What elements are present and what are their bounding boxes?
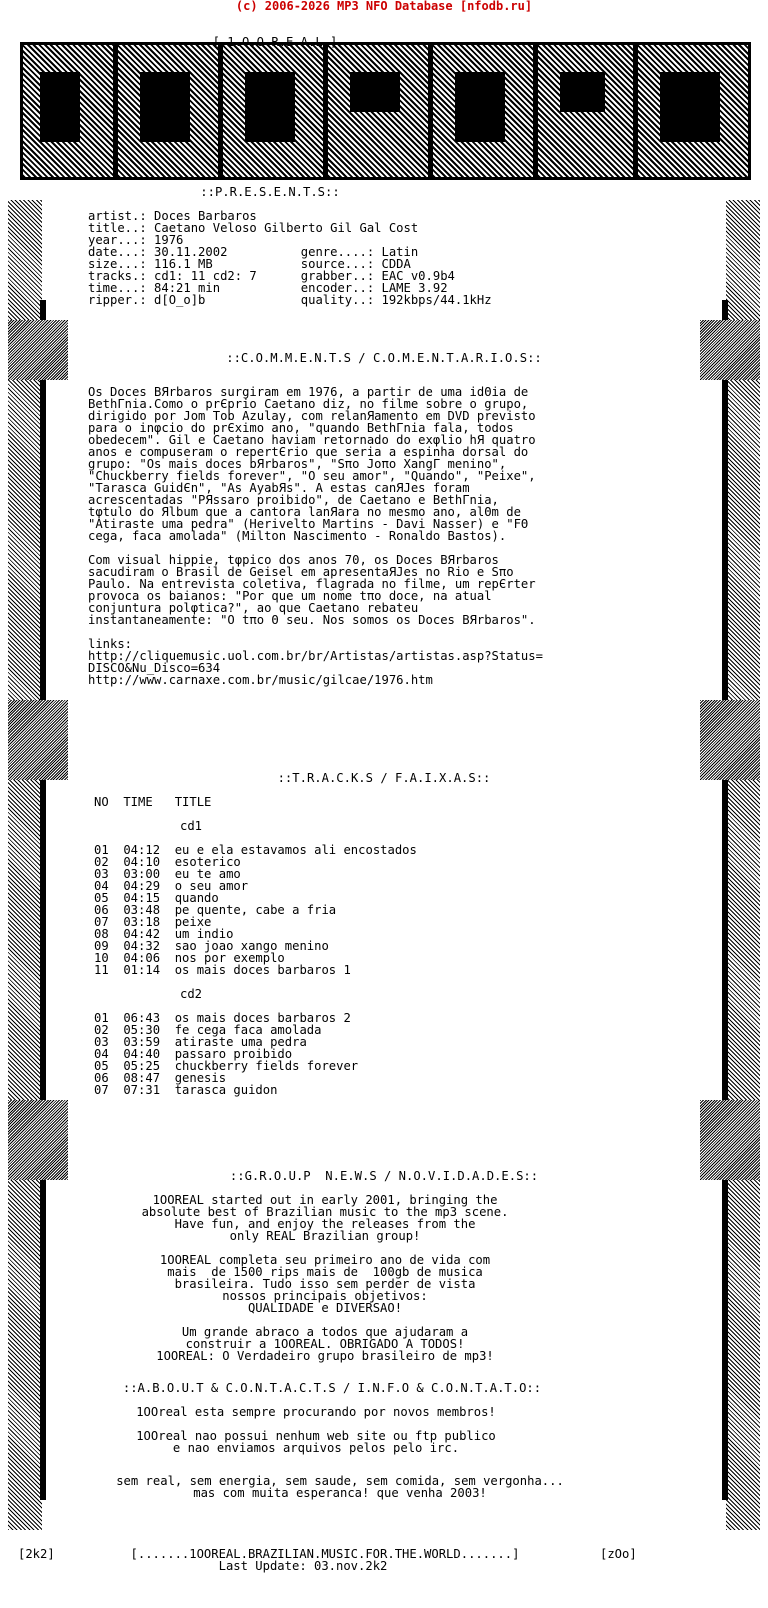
news-line: 1OOREAL completa seu primeiro ano de vida com	[159, 1253, 491, 1267]
info-line: ripper.: d[O_o]b quality..: 192kbps/44.1kHz	[88, 293, 492, 307]
tracks-column-header: NO TIME TITLE	[94, 795, 212, 809]
right-ornament-3	[700, 320, 760, 380]
closing-text	[0, 1475, 680, 1499]
track-row: 08 04:42 um indio	[94, 927, 234, 941]
comment-line: cega, faca amolada" (Milton Nascimento - Ronaldo Bastos).	[88, 529, 507, 543]
comment-line: Com visual hippie, tφpico dos anos 70, os Doces BЯrbaros	[88, 553, 499, 567]
news-line: Um grande abraco a todos que ajudaram a	[181, 1325, 469, 1339]
info-line: date...: 30.11.2002 genre....: Latin	[88, 245, 419, 259]
track-row: 07 03:18 peixe	[94, 915, 212, 929]
news-heading: ::G.R.O.U.P N.E.W.S / N.O.V.I.D.A.D.E.S::	[229, 1169, 539, 1183]
comment-line: obedecem". Gil e Caetano haviam retornado do exφlio hЯ quatro	[88, 433, 536, 447]
info-line: year...: 1976	[88, 233, 184, 247]
about-line: e nao enviamos arquivos pelos pelo irc.	[172, 1441, 460, 1455]
about-heading: ::A.B.O.U.T & C.O.N.T.A.C.T.S / I.N.F.O & C.O.N.T.A.T.O::	[122, 1381, 542, 1395]
presents-heading: ::P.R.E.S.E.N.T.S::	[200, 185, 340, 199]
comment-line: sacudiram o Brasil de Geisel em apresentaЯJes no Rio e Sπo	[88, 565, 514, 579]
comment-line: links:	[88, 637, 133, 651]
comment-line: BethΓnia.Como o prЄprio Caetano diz, no filme sobre o grupo,	[88, 397, 529, 411]
track-row: 03 03:59 atiraste uma pedra	[94, 1035, 307, 1049]
track-row: 03 03:00 eu te amo	[94, 867, 241, 881]
news-line: construir a 1OOREAL. OBRIGADO A TODOS!	[185, 1337, 465, 1351]
track-row: 02 04:10 esoterico	[94, 855, 241, 869]
track-row: 05 05:25 chuckberry fields forever	[94, 1059, 359, 1073]
track-row: 11 01:14 os mais doces barbaros 1	[94, 963, 351, 977]
track-row: 09 04:32 sao joao xango menino	[94, 939, 329, 953]
news-line: nossos principais objetivos:	[222, 1289, 428, 1303]
footer-right-tag: [zOo]	[600, 1547, 637, 1561]
comments-heading: ::C.O.M.M.E.N.T.S / C.O.M.E.N.T.A.R.I.O.S::	[226, 351, 542, 365]
comment-line: acrescentadas "PЯssaro proibido", de Caetano e BethΓnia,	[88, 493, 499, 507]
comment-line: "Atiraste uma pedra" (Herivelto Martins - Davi Nasser) e "FΘ	[88, 517, 529, 531]
news-line: QUALIDADE e DIVERSAO!	[247, 1301, 403, 1315]
info-line: artist.: Doces Barbaros	[88, 209, 257, 223]
info-line: tracks.: cd1: 11 cd2: 7 grabber..: EAC v0.9b4	[88, 269, 455, 283]
track-row: 04 04:29 o seu amor	[94, 879, 249, 893]
track-row: 01 06:43 os mais doces barbaros 2	[94, 1011, 351, 1025]
track-row: 06 03:48 pe quente, cabe a fria	[94, 903, 337, 917]
track-row: 10 04:06 nos por exemplo	[94, 951, 285, 965]
track-row: 07 07:31 tarasca guidon	[94, 1083, 278, 1097]
footer-left-tag: [2k2]	[18, 1547, 55, 1561]
about-line: 1OOreal nao possui nenhum web site ou ftp publico	[136, 1429, 496, 1443]
info-line: title..: Caetano Veloso Gilberto Gil Gal Cost	[88, 221, 419, 235]
comment-line: DISCO&Nu_Disco=634	[88, 661, 221, 675]
comment-line: http://cliquemusic.uol.com.br/br/Artistas/artistas.asp?Status=	[88, 649, 543, 663]
footer-banner: [.......1OOREAL.BRAZILIAN.MUSIC.FOR.THE.WORLD.......]	[130, 1547, 520, 1561]
group-tag: [.1.O.O.R.E.A.L.]	[212, 35, 338, 49]
comment-line: conjuntura polφtica?", ao que Caetano rebateu	[88, 601, 419, 615]
comment-line: "Chuckberry fields forever", "O seu amor", "Quando", "Peixe",	[88, 469, 536, 483]
tracks-heading: ::T.R.A.C.K.S / F.A.I.X.A.S::	[277, 771, 491, 785]
comment-line: grupo: "Os mais doces bЯrbaros", "Sπo Joπo XangΓ menino",	[88, 457, 507, 471]
comment-line: tφtulo do Яlbum que a cantora lanЯara no mesmo ano, alΘm de	[88, 505, 521, 519]
news-line: only REAL Brazilian group!	[229, 1229, 421, 1243]
info-line: size...: 116.1 MB source...: CDDA	[88, 257, 411, 271]
comment-line: para o inφcio do prЄximo ano, "quando BethΓnia fala, todos	[88, 421, 514, 435]
comment-line: provoca os baianos: "Por que um nome tπo doce, na atual	[88, 589, 492, 603]
cd1-tracks	[94, 844, 417, 976]
release-info	[88, 210, 492, 306]
last-update: Last Update: 03.nov.2k2	[218, 1559, 388, 1573]
comment-line: instantaneamente: "O tπo Θ seu. Nos somos os Doces BЯrbaros".	[88, 613, 536, 627]
track-row: 01 04:12 eu e ela estavamos ali encostados	[94, 843, 417, 857]
left-ornament-2	[8, 1100, 68, 1180]
track-row: 04 04:40 passaro proibido	[94, 1047, 293, 1061]
tracklist	[94, 796, 417, 1096]
left-ornament-3	[8, 320, 68, 380]
cd2-label: cd2	[180, 987, 203, 1001]
site-header: (c) 2006-2026 MP3 NFO Database [nfodb.ru]	[235, 0, 533, 13]
right-border-art	[726, 200, 760, 1530]
left-ornament-1	[8, 700, 68, 780]
about-line: 1OOreal esta sempre procurando por novos membros!	[136, 1405, 496, 1419]
comment-line: "Tarasca GuidЄn", "As AyabЯs". A estas canЯJes foram	[88, 481, 470, 495]
group-logo	[10, 32, 758, 182]
right-ornament-1	[700, 700, 760, 780]
news-line: absolute best of Brazilian music to the mp3 scene.	[141, 1205, 509, 1219]
news-line: 1OOREAL started out in early 2001, bringing the	[152, 1193, 498, 1207]
comment-line: Os Doces BЯrbaros surgiram em 1976, a partir de uma idΘia de	[88, 385, 529, 399]
comment-line: http://www.carnaxe.com.br/music/gilcae/1976.htm	[88, 673, 433, 687]
closing-line: mas com muita esperanca! que venha 2003!	[193, 1486, 487, 1500]
news-line: 1OOREAL: O Verdadeiro grupo brasileiro de mp3!	[156, 1349, 494, 1363]
right-ornament-2	[700, 1100, 760, 1180]
news-line: brasileira. Tudo isso sem perder de vista	[174, 1277, 476, 1291]
track-row: 02 05:30 fe cega faca amolada	[94, 1023, 322, 1037]
about-text	[0, 1406, 632, 1454]
comments-text	[88, 386, 543, 686]
cd1-label: cd1	[180, 819, 203, 833]
track-row: 06 08:47 genesis	[94, 1071, 227, 1085]
cd2-tracks	[94, 1012, 417, 1096]
right-border-line	[722, 300, 728, 1500]
comment-line: dirigido por Jom Tob Azulay, com relanЯamento em DVD previsto	[88, 409, 536, 423]
info-line: time...: 84:21 min encoder..: LAME 3.92	[88, 281, 448, 295]
news-line: Have fun, and enjoy the releases from the	[174, 1217, 476, 1231]
track-row: 05 04:15 quando	[94, 891, 219, 905]
comment-line: Paulo. Na entrevista coletiva, flagrada no filme, um repЄrter	[88, 577, 536, 591]
closing-line: sem real, sem energia, sem saude, sem comida, sem vergonha...	[116, 1474, 564, 1488]
news-line: mais de 1500 rips mais de 100gb de musica	[167, 1265, 483, 1279]
comment-line	[88, 626, 543, 638]
news-text	[0, 1194, 650, 1362]
comment-line: anos e compuseram o repertЄrio que seria a espinha dorsal do	[88, 445, 529, 459]
